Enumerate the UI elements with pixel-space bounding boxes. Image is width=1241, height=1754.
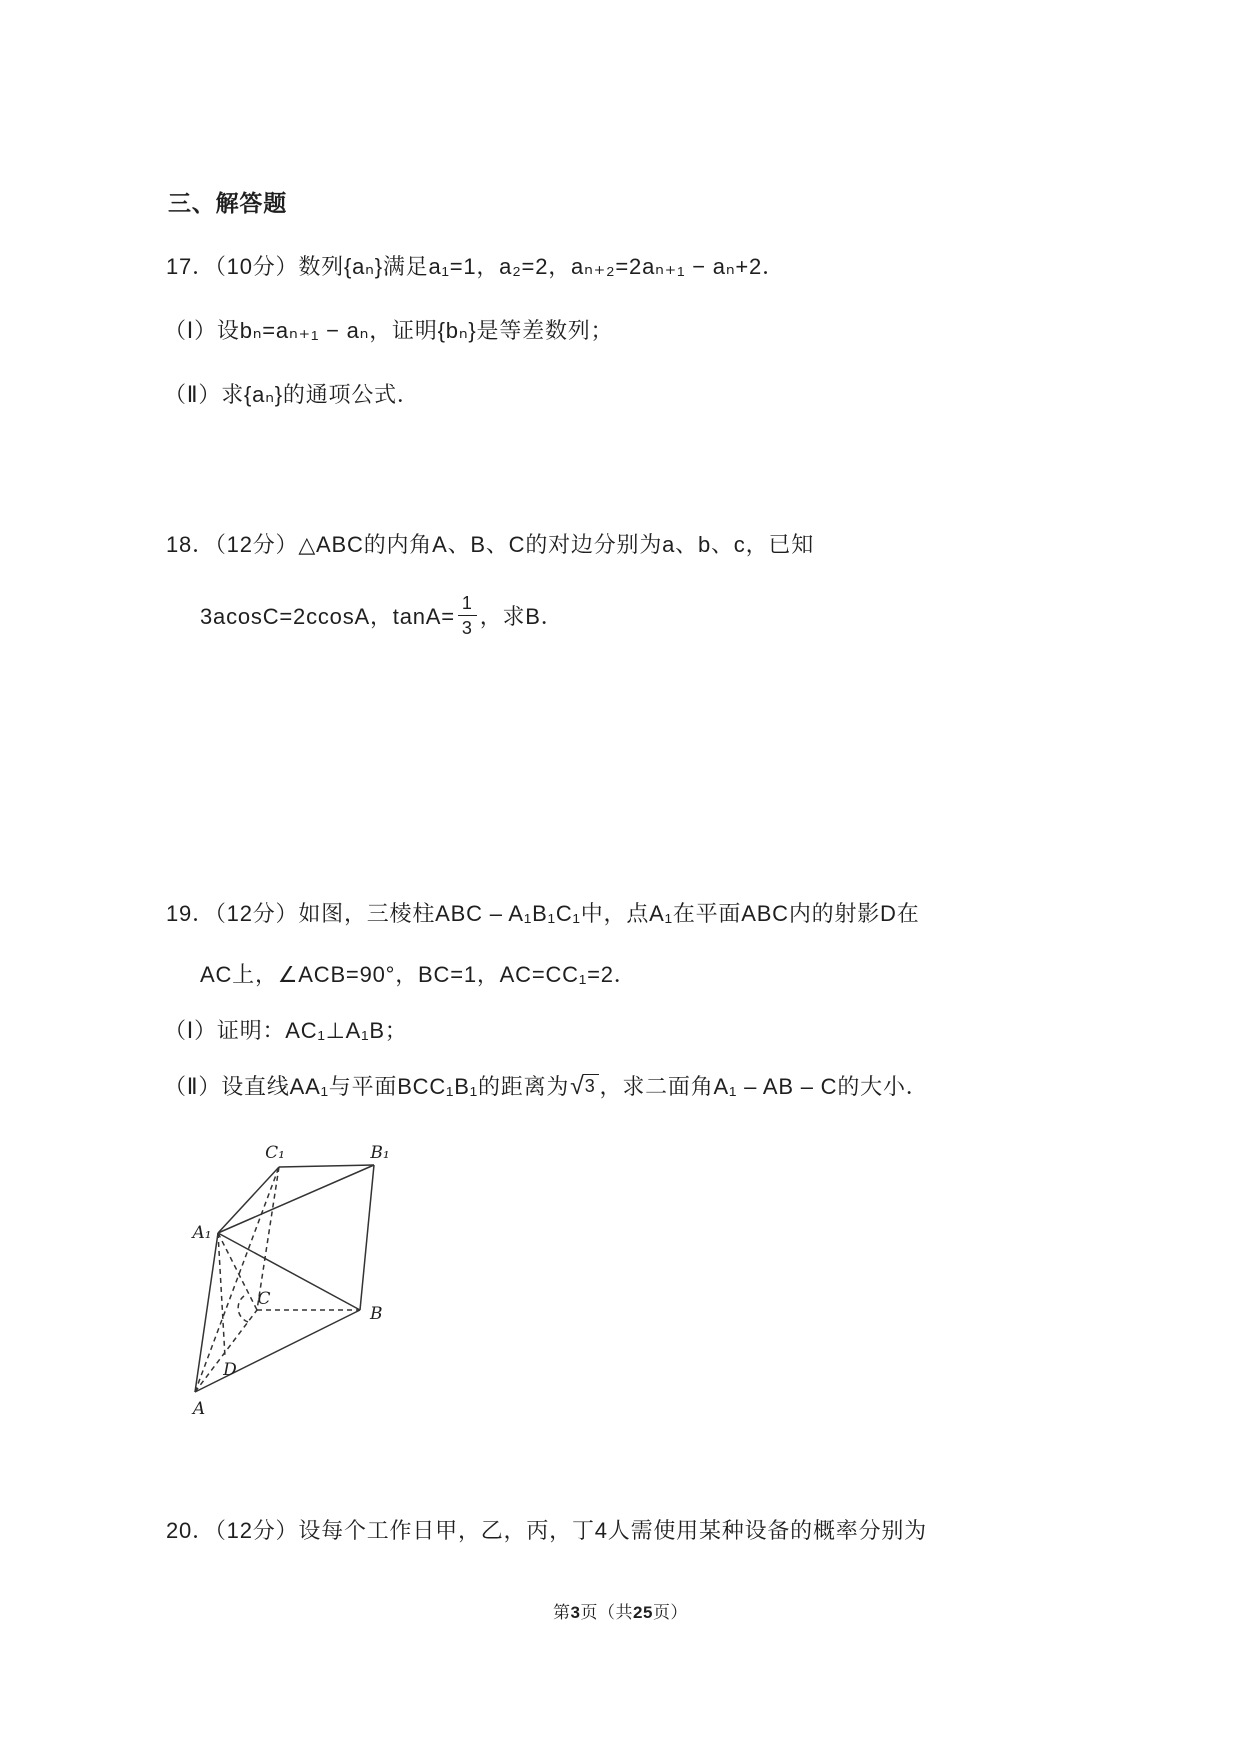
- question-17-part2: （Ⅱ）求{aₙ}的通项公式．: [164, 382, 420, 407]
- fraction-one-third: [458, 594, 477, 637]
- footer-total-pages: 25: [633, 1603, 653, 1622]
- prism-figure: [158, 1130, 408, 1425]
- edge-a1-b1: [218, 1165, 374, 1233]
- edge-a-c1: [195, 1167, 279, 1392]
- question-20-main: 20．（12分）设每个工作日甲，乙，丙，丁4人需使用某种设备的概率分别为: [166, 1518, 927, 1543]
- edge-b-b1: [360, 1165, 374, 1310]
- fraction-numerator: 1: [458, 594, 477, 616]
- vertex-label-a1: A₁: [192, 1223, 212, 1243]
- angle-arc: [238, 1296, 248, 1322]
- formula-prefix: 3acosC=2ccosA，tanA=: [200, 604, 455, 630]
- question-18-formula-line: [200, 593, 564, 641]
- edge-a1-d: [218, 1233, 225, 1357]
- radical-sign: √: [570, 1072, 585, 1101]
- vertex-label-a: A: [192, 1399, 206, 1419]
- vertex-label-c1: C₁: [265, 1143, 285, 1163]
- question-17-part1: （Ⅰ）设bₙ=aₙ₊₁ − aₙ，证明{bₙ}是等差数列；: [164, 318, 614, 343]
- page-footer: [0, 1598, 1241, 1623]
- vertex-label-b: B: [370, 1304, 383, 1324]
- footer-prefix: 第: [553, 1603, 571, 1622]
- edge-a1-c: [218, 1233, 257, 1310]
- footer-page-number: 3: [570, 1603, 581, 1622]
- question-19-main: 19．（12分）如图，三棱柱ABC – A₁B₁C₁中，点A₁在平面ABC内的射影D在: [166, 901, 920, 926]
- vertex-label-b1: B₁: [370, 1143, 390, 1163]
- part2-prefix: （Ⅱ）设直线AA₁与平面BCC₁B₁的距离为: [164, 1074, 570, 1099]
- vertex-label-d: D: [223, 1360, 237, 1380]
- sqrt-three: [570, 1074, 598, 1099]
- edge-a-b: [195, 1310, 360, 1392]
- radicand: 3: [583, 1074, 599, 1095]
- edge-a1-a: [195, 1233, 218, 1392]
- part2-suffix: ，求二面角A₁ – AB – C的大小．: [599, 1074, 929, 1099]
- question-19-part1: （Ⅰ）证明：AC₁⊥A₁B；: [164, 1018, 408, 1043]
- question-19-part2: [164, 1072, 929, 1102]
- formula-suffix: ，求B．: [479, 604, 564, 630]
- edge-c1-b1: [279, 1165, 374, 1167]
- vertex-label-c: C: [257, 1289, 271, 1309]
- footer-suffix: 页）: [652, 1603, 688, 1622]
- fraction-denominator: 3: [461, 617, 473, 638]
- section-heading: 三、解答题: [168, 190, 287, 216]
- question-18-main: 18．（12分）△ABC的内角A、B、C的对边分别为a、b、c，已知: [166, 532, 815, 557]
- question-19-line2: AC上，∠ACB=90°，BC=1，AC=CC₁=2．: [200, 962, 637, 987]
- question-17-main: 17．（10分）数列{aₙ}满足a₁=1，a₂=2，aₙ₊₂=2aₙ₊₁ − aₙ+2．: [166, 254, 785, 279]
- footer-middle: 页（共: [580, 1603, 634, 1622]
